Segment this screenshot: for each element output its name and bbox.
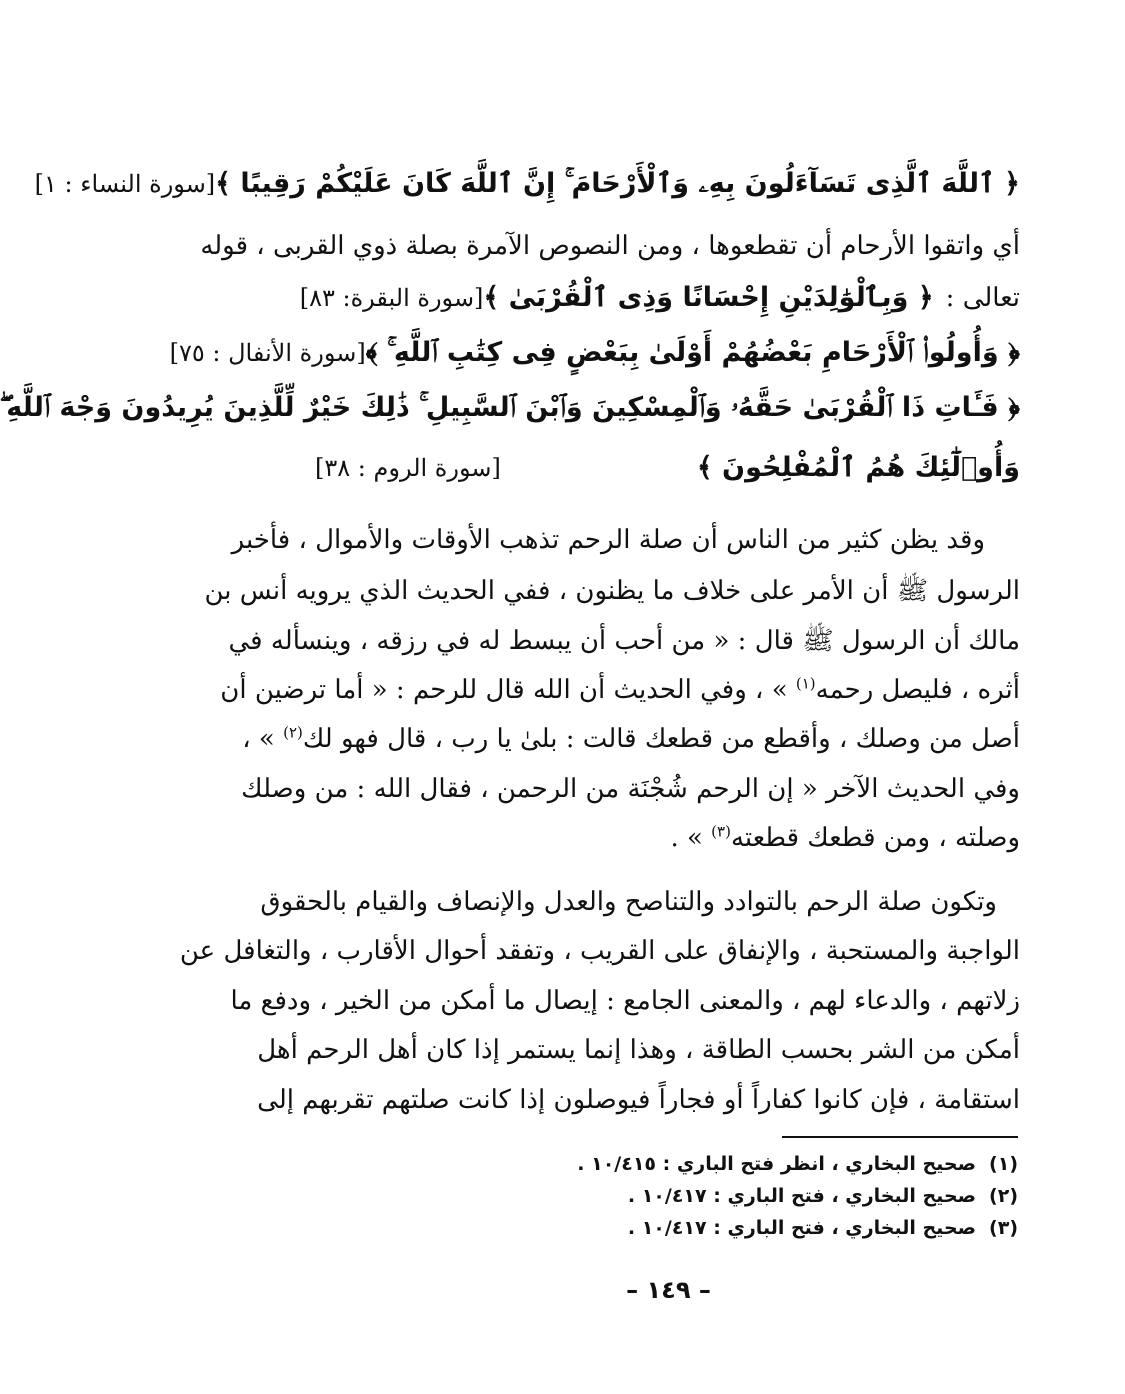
footnote-text: صحيح البخاري ، فتح الباري : ١٠/٤١٧ . bbox=[627, 1217, 976, 1239]
body-line bbox=[242, 719, 1020, 759]
quran-verse-continued: وَأُو۟لَٰٓئِكَ هُمُ ٱلْمُفْلِحُونَ ﴾ bbox=[696, 452, 1020, 483]
quran-verse: ﴿ فَـَٔاتِ ذَا ٱلْقُرْبَىٰ حَقَّهُۥ وَٱلْمِسْكِينَ وَٱبْنَ ٱلسَّبِيلِ ۚ ذَٰلِكَ خَيْرٌ لِّلَّذِينَ يُرِيدُونَ وَجْهَ ٱللَّهِ ۖ bbox=[0, 392, 1020, 423]
body-line: مالك أن الرسول ﷺ قال : « من أحب أن يبسط له في رزقه ، وينسأله في bbox=[228, 626, 1020, 656]
surah-reference: [سورة الروم : ٣٨] bbox=[315, 454, 501, 482]
footnote-marker: (٢) bbox=[283, 723, 303, 742]
verse-lead-text: تعالى : bbox=[945, 283, 1020, 313]
body-line: أمكن من الشر بحسب الطاقة ، وهذا إنما يستمر إذا كان أهل الرحم أهل bbox=[257, 1035, 1020, 1065]
body-line: استقامة ، فإن كانوا كفاراً أو فجاراً فيوصلون إذا كانت صلتهم تقربهم إلى bbox=[257, 1085, 1020, 1115]
verse-line-nisa bbox=[34, 162, 1020, 206]
body-line: أي واتقوا الأرحام أن تقطعوها ، ومن النصوص الآمرة بصلة ذوي القربى ، قوله bbox=[200, 231, 1020, 261]
quran-verse: ﴿ ٱللَّهَ ٱلَّذِى تَسَآءَلُونَ بِهِۦ وَٱلْأَرْحَامَ ۚ إِنَّ ٱللَّهَ كَانَ عَلَيْكُمْ رَقِيبًا ﴾ bbox=[215, 168, 1020, 199]
footnote-marker: (٣) bbox=[711, 822, 731, 841]
footnote bbox=[518, 1212, 1018, 1244]
verse-group bbox=[483, 276, 1020, 320]
verse-line-anfal bbox=[169, 331, 1020, 375]
body-line: الرسول ﷺ أن الأمر على خلاف ما يظنون ، ففي الحديث الذي يرويه أنس بن bbox=[204, 576, 1020, 606]
footnote bbox=[518, 1180, 1018, 1212]
surah-reference: [سورة النساء : ١] bbox=[34, 170, 216, 198]
text-segment: » ، وفي الحديث أن الله قال للرحم : « أما ترضين أن bbox=[220, 675, 788, 705]
page-number: – ١٤٩ – bbox=[626, 1276, 711, 1304]
body-line: وتكون صلة الرحم بالتوادد والتناصح والعدل والإنصاف والقيام بالحقوق bbox=[260, 887, 997, 917]
footnote-marker: (١) bbox=[795, 674, 816, 693]
verse-line-baqara bbox=[299, 276, 1020, 320]
body-line bbox=[220, 670, 1020, 710]
quran-verse: ﴿ وَأُولُوا۟ ٱلْأَرْحَامِ بَعْضُهُمْ أَوْلَىٰ بِبَعْضٍ فِى كِتَٰبِ ٱللَّهِ ۚ ﴾ bbox=[365, 337, 1020, 368]
footnote-separator bbox=[782, 1136, 1018, 1138]
text-segment: » ، bbox=[242, 724, 275, 754]
footnote-text: صحيح البخاري ، انظر فتح الباري : ١٠/٤١٥ . bbox=[577, 1153, 976, 1175]
verse-line-rum-2 bbox=[315, 446, 1020, 490]
footnote-number: (٢) bbox=[989, 1185, 1018, 1207]
body-line: وفي الحديث الآخر « إن الرحم شُجْنَة من الرحمن ، فقال الله : من وصلك bbox=[241, 774, 1020, 804]
quran-verse: ﴿ وَبِٱلْوَٰلِدَيْنِ إِحْسَانًا وَذِى ٱلْقُرْبَىٰ ﴾ bbox=[483, 282, 934, 313]
body-line: وقد يظن كثير من الناس أن صلة الرحم تذهب الأوقات والأموال ، فأخبر bbox=[231, 525, 985, 555]
surah-reference: [سورة البقرة: ٨٣] bbox=[299, 284, 484, 312]
footnote-text: صحيح البخاري ، فتح الباري : ١٠/٤١٧ . bbox=[627, 1185, 976, 1207]
footnote bbox=[518, 1148, 1018, 1180]
body-line: الواجبة والمستحبة ، والإنفاق على القريب ، وتفقد أحوال الأقارب ، والتغافل عن bbox=[179, 936, 1020, 966]
footnote-number: (١) bbox=[989, 1153, 1018, 1175]
surah-reference: [سورة الأنفال : ٧٥] bbox=[169, 339, 366, 367]
text-segment: وصلته ، ومن قطعك قطعته bbox=[730, 823, 1020, 853]
verse-line-rum-1 bbox=[0, 386, 1020, 430]
body-line bbox=[315, 818, 1020, 858]
text-segment: » . bbox=[670, 823, 703, 853]
text-segment: أصل من وصلك ، وأقطع من قطعك قالت : بلىٰ يا رب ، قال فهو لك bbox=[302, 724, 1020, 754]
body-line: زلاتهم ، والدعاء لهم ، والمعنى الجامع : إيصال ما أمكن من الخير ، ودفع ما bbox=[230, 986, 1020, 1016]
text-segment: أثره ، فليصل رحمه bbox=[815, 675, 1020, 705]
footnote-number: (٣) bbox=[989, 1217, 1018, 1239]
